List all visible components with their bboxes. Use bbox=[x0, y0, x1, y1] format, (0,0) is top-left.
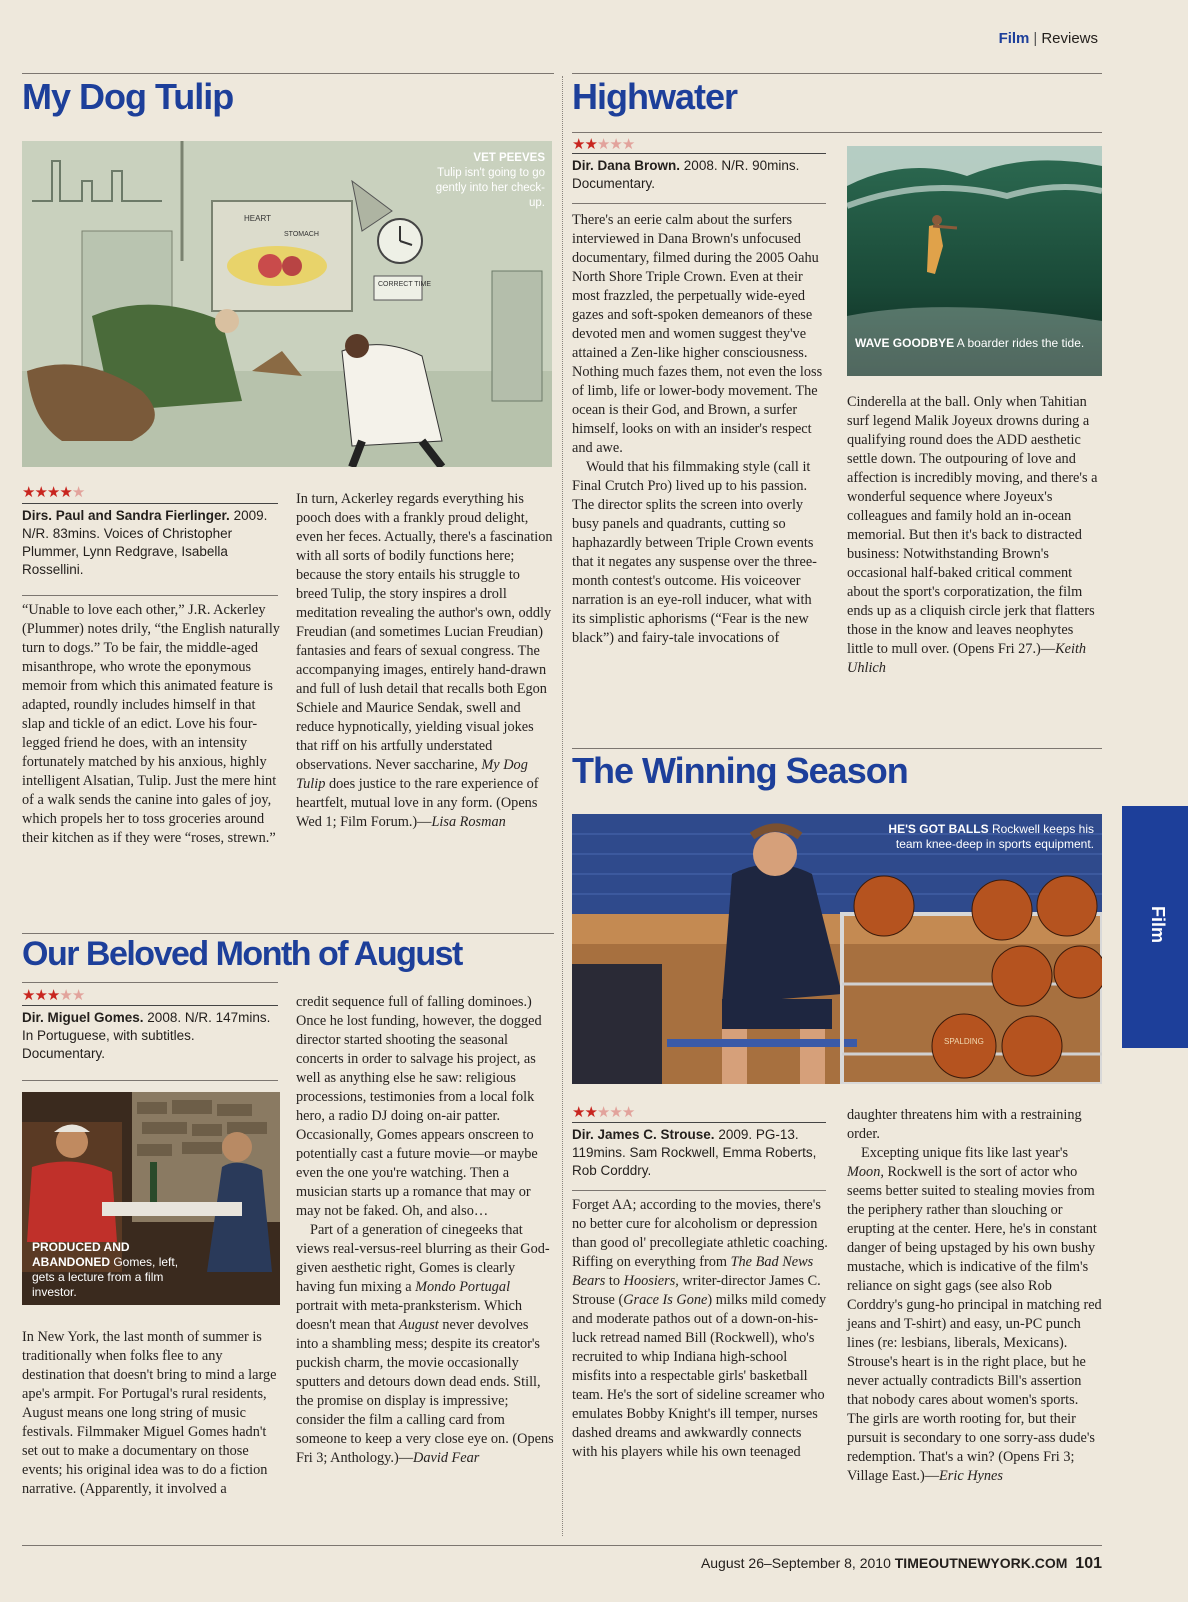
film-title-ref: The Bad News Bears bbox=[572, 1254, 814, 1289]
art-label-sign: CORRECT TIME bbox=[378, 281, 432, 288]
star-filled-icon: ★ bbox=[584, 1103, 597, 1121]
star-filled-icon: ★ bbox=[46, 483, 60, 501]
film-details: 2009. PG-13. 119mins. Sam Rockwell, Emma Roberts, Rob Corddry. bbox=[572, 1127, 817, 1178]
film-title-ref: August bbox=[399, 1317, 439, 1333]
paragraph: There's an eerie calm about the surfers interviewed in Dana Brown's unfocused documentary, filmed during the 2005 Oahu North Shore Triple Crown. Even at their most frazzled, the perpetually wide-eyed gazes and soft-spoken demeanors of these devoted men and women suggest they've attained a Zen-like higher consciousness. Nothing much fazes them, not even the loss of limb, life or lower-body movement. The ocean is their God, and Brown, a surfer himself, looks on with an insider's respect and awe. bbox=[572, 212, 823, 456]
film-credits bbox=[22, 1009, 280, 1063]
star-filled-icon: ★ bbox=[572, 1103, 585, 1121]
paragraph: In New York, the last month of summer is traditionally when folks flee to any destination that doesn't bring to mind a large ape's armpit. For Portugal's rural residents, August means one long string of music festivals. Filmmaker Miguel Gomes hadn't set out to make a documentary on those events; his original idea was to do a fiction narrative. (Apparently, it involved a bbox=[22, 1329, 277, 1497]
star-filled-icon: ★ bbox=[46, 986, 60, 1004]
star-filled-icon: ★ bbox=[584, 135, 597, 153]
caption-heading: HE'S GOT BALLS bbox=[888, 822, 989, 836]
paragraph bbox=[847, 393, 1102, 678]
film-credits bbox=[572, 1126, 826, 1180]
caption-text: Rockwell keeps his team knee-deep in sports equipment. bbox=[895, 822, 1094, 851]
review-title-highwater: Highwater bbox=[572, 76, 738, 117]
text: Cinderella at the ball. Only when Tahitian surf legend Malik Joyeux drowns during a qualifying round does the ADD aesthetic settle down. The outpouring of love and affection is incredibly moving, and there's a wonderful sequence where Joyeux's colleagues and family hold an in-ocean memorial. But then it's back to distracted business: Notwithstanding Brown's occasional half-baked critical comment about the sport's corporatization, the film ends up as a cliquish circle jerk that flatters those in the know and leaves neophytes little to mull over. (Opens Fri 27.)— bbox=[847, 394, 1098, 657]
tulip-illustration bbox=[22, 141, 552, 467]
byline: David Fear bbox=[413, 1450, 480, 1466]
text: Rockwell is the sort of actor who seems better suited to stealing movies from the periphery rather than slouching or erupting at the center. Here, he's in constant danger of being upstaged by his own bushy mustache, which is indicative of the film's reliance on sight gags (see also Rob Corddry's gung-ho principal in matching red jeans and T-shirt) and easy, un-PC punch lines (re: lesbians, liberals, Mexicans). Strouse's heart is in the right place, but he never actually contradicts Bill's assertion that nobody cares about women's sports. The girls are worth rooting for, but their pursuit is secondary to one sorry-ass dude's redemption. That's a win? (Opens Fri 3; Village East.)— bbox=[847, 1164, 1102, 1484]
subsection-name: Reviews bbox=[1041, 30, 1098, 47]
text: never devolves into a shambling mess; despite its creator's puckish charm, the movie occasionally sputters and detours down dead ends. Still, the promise on display is impressive; consider the film a calling card from someone to keep a very close eye on. (Opens Fri 3; Anthology.)— bbox=[296, 1317, 554, 1466]
paragraph: Would that his filmmaking style (call it Final Crutch Pro) lived up to his passion. The director splits the screen into overly busy panels and quadrants, cutting so haphazardly between Triple Crown events that it negates any suspense over the three-month contest's outcome. His voiceover narration is an eye-roll inducer, what with its simplistic aphorisms (“Fear is the new black”) and fairy-tale invocations of bbox=[572, 459, 817, 646]
text: In turn, Ackerley regards everything his pooch does with a frankly proud delight, even her feces. Actually, there's a fascination with all sorts of bodily functions here; because the story entails his struggle to breed Tulip, the story inspires a droll meditation revealing the author's own, oddly Freudian (and sometimes Lucian Freudian) fantasies and fears of sexual congress. The accompanying images, entirely hand-drawn and full of lush detail that recalls both Egon Schiele and Maurice Sendak, swell and reduce hypnotically, yielding visual jokes that riff on his artfully understated observations. Never saccharine, bbox=[296, 491, 553, 773]
winning-caption bbox=[872, 822, 1094, 852]
review-title-winning: The Winning Season bbox=[572, 750, 908, 791]
rule bbox=[22, 1080, 278, 1081]
rule bbox=[22, 1005, 278, 1006]
august-photo bbox=[22, 1092, 280, 1305]
caption-text: Gomes, left, gets a lecture from a film investor. bbox=[32, 1255, 179, 1299]
paragraph bbox=[296, 1221, 554, 1468]
byline: Keith Uhlich bbox=[847, 641, 1087, 676]
paragraph bbox=[572, 1196, 828, 1462]
director-credit: Dir. Dana Brown. bbox=[572, 158, 681, 173]
review-body-col1 bbox=[572, 1196, 828, 1462]
rule bbox=[22, 1545, 1102, 1546]
film-title-ref: My Dog Tulip bbox=[296, 757, 528, 792]
star-empty-icon: ★ bbox=[621, 135, 635, 153]
caption-heading: PRODUCED AND ABANDONED bbox=[32, 1240, 130, 1269]
page-footer bbox=[701, 1555, 1102, 1573]
section-header bbox=[999, 30, 1098, 47]
page-number: 101 bbox=[1075, 1555, 1102, 1572]
text: to bbox=[605, 1273, 624, 1289]
rule bbox=[572, 73, 1102, 74]
issue-dates: August 26–September 8, 2010 bbox=[700, 1555, 891, 1571]
caption-heading: WAVE GOODBYE bbox=[855, 336, 955, 350]
art-label-heart: HEART bbox=[244, 214, 271, 223]
section-name: Film bbox=[998, 30, 1030, 47]
text: does justice to the rare experience of heartfelt, mutual love in any form. (Opens Wed 1; Film Forum.)— bbox=[296, 776, 539, 830]
column-divider bbox=[562, 76, 563, 1536]
surfer-photo bbox=[847, 146, 1102, 376]
director-credit: Dir. James C. Strouse. bbox=[572, 1127, 715, 1142]
film-credits bbox=[22, 507, 280, 579]
star-rating bbox=[572, 1104, 634, 1120]
highwater-caption bbox=[855, 336, 1095, 351]
text: Forget AA; according to the movies, there's no better cure for alcoholism or depression than good ol' precollegiate athletic coaching. Riffing on everything from bbox=[572, 1197, 828, 1270]
film-title-ref: Mondo Portugal bbox=[415, 1279, 511, 1295]
byline: Eric Hynes bbox=[939, 1468, 1003, 1484]
paragraph: “Unable to love each other,” J.R. Ackerley (Plummer) notes drily, “the English naturally turn to dogs.” To be fair, the middle-aged misanthrope, who wrote the eponymous memoir from which this animated feature is adapted, roundly includes himself in that slap and tickle of an edict. Love his four-legged friend he does, with an intensity fortunately matched by his anxious, highly intelligent Alsatian, Tulip. Just the mere hint of a walk sends the canine into gales of joy, which propels her to toss groceries around their kitchen as if they were “roses, strewn.” bbox=[22, 602, 280, 846]
review-body-col2 bbox=[296, 993, 554, 1468]
text: writer-director James C. Strouse ( bbox=[572, 1273, 821, 1308]
film-title-ref: Grace Is Gone bbox=[623, 1292, 708, 1308]
film-details: 2008. N/R. 90mins. Documentary. bbox=[572, 158, 800, 191]
rule bbox=[572, 1122, 826, 1123]
star-filled-icon: ★ bbox=[22, 483, 35, 501]
caption-heading: VET PEEVES bbox=[473, 152, 545, 164]
text: portrait with meta-pranksterism. Which doesn't mean that bbox=[296, 1298, 523, 1333]
paragraph bbox=[296, 490, 554, 832]
star-rating bbox=[22, 484, 84, 500]
text: Excepting unique fits like last year's bbox=[861, 1145, 1069, 1161]
tulip-caption bbox=[430, 151, 545, 211]
star-empty-icon: ★ bbox=[71, 483, 85, 501]
star-filled-icon: ★ bbox=[59, 483, 72, 501]
star-empty-icon: ★ bbox=[621, 1103, 635, 1121]
review-body-col1 bbox=[572, 211, 828, 648]
review-body-col2 bbox=[847, 1106, 1102, 1486]
art-label-stomach: STOMACH bbox=[284, 231, 319, 238]
star-empty-icon: ★ bbox=[596, 135, 610, 153]
text: ) milks mild comedy and moderate pathos out of a down-on-his-luck retread named Bill (Rockwell), who's recruited to whip Indiana high-school misfits into a respectable girls' basketball team. He's the sort of sideline screamer who emulates Bobby Knight's ill temper, nurses dashed dreams and awkwardly connects with his players while his own teenaged bbox=[572, 1292, 827, 1460]
review-title-august: Our Beloved Month of August bbox=[22, 935, 462, 973]
review-body-col2 bbox=[296, 490, 554, 832]
byline: Lisa Rosman bbox=[431, 814, 506, 830]
star-empty-icon: ★ bbox=[609, 1103, 622, 1121]
film-title-ref: Moon, bbox=[847, 1164, 884, 1180]
star-filled-icon: ★ bbox=[22, 986, 35, 1004]
gym-scene bbox=[572, 814, 1102, 1084]
film-details: 2009. N/R. 83mins. Voices of Christopher Plummer, Lynn Redgrave, Isabella Rossellini. bbox=[22, 508, 268, 577]
ball-brand-text: SPALDING bbox=[944, 1037, 984, 1046]
star-empty-icon: ★ bbox=[609, 135, 622, 153]
august-caption bbox=[32, 1240, 202, 1300]
star-empty-icon: ★ bbox=[59, 986, 72, 1004]
rule bbox=[22, 595, 278, 596]
rule bbox=[22, 933, 554, 934]
film-details: 2008. N/R. 147mins. In Portuguese, with subtitles. Documentary. bbox=[22, 1010, 271, 1061]
rule bbox=[572, 132, 1102, 133]
rule bbox=[572, 1190, 826, 1191]
side-tab-label: Film bbox=[1148, 906, 1168, 944]
rule bbox=[572, 153, 826, 154]
star-filled-icon: ★ bbox=[34, 483, 47, 501]
paragraph: credit sequence full of falling dominoes.) Once he lost funding, however, the dogged director started shooting the seasonal concerts in order to salvage his project, as well as anything else he saw: religious processions, testimonies from a local folk hero, a radio DJ doing on-air patter. Occasionally, Gomes appears onscreen to potentially cast a future movie—or maybe even the one you're watching. Then a musician starts up a romance that may or may not be faked. Oh, and also… bbox=[296, 994, 542, 1219]
header-separator: | bbox=[1033, 30, 1038, 47]
caption-text: A boarder rides the tide. bbox=[956, 336, 1085, 350]
rule bbox=[572, 203, 826, 204]
rule bbox=[22, 982, 278, 983]
star-empty-icon: ★ bbox=[596, 1103, 610, 1121]
director-credit: Dir. Miguel Gomes. bbox=[22, 1010, 144, 1025]
star-filled-icon: ★ bbox=[34, 986, 47, 1004]
paragraph bbox=[847, 1144, 1102, 1486]
paragraph: daughter threatens him with a restraining order. bbox=[847, 1107, 1082, 1142]
review-body-col1 bbox=[22, 1328, 280, 1499]
rule bbox=[572, 748, 1102, 749]
review-body-col2 bbox=[847, 393, 1102, 678]
star-rating bbox=[22, 987, 84, 1003]
review-body-col1 bbox=[22, 601, 280, 848]
film-credits bbox=[572, 157, 826, 193]
caption-text: Tulip isn't going to go gently into her check-up. bbox=[435, 167, 545, 209]
rule bbox=[22, 73, 554, 74]
star-rating bbox=[572, 136, 634, 152]
star-filled-icon: ★ bbox=[572, 135, 585, 153]
director-credit: Dirs. Paul and Sandra Fierlinger. bbox=[22, 508, 230, 523]
review-title-tulip: My Dog Tulip bbox=[22, 76, 234, 117]
star-empty-icon: ★ bbox=[71, 986, 85, 1004]
film-title-ref: Hoosiers, bbox=[623, 1273, 679, 1289]
winning-season-photo bbox=[572, 814, 1102, 1084]
rule bbox=[22, 503, 278, 504]
text: Part of a generation of cinegeeks that views real-versus-reel blurring as their God-given aesthetic right, Gomes is clearly having fun mixing a bbox=[296, 1222, 550, 1295]
section-side-tab[interactable] bbox=[1122, 806, 1188, 1048]
site-url: TIMEOUTNEWYORK.COM bbox=[894, 1555, 1068, 1571]
